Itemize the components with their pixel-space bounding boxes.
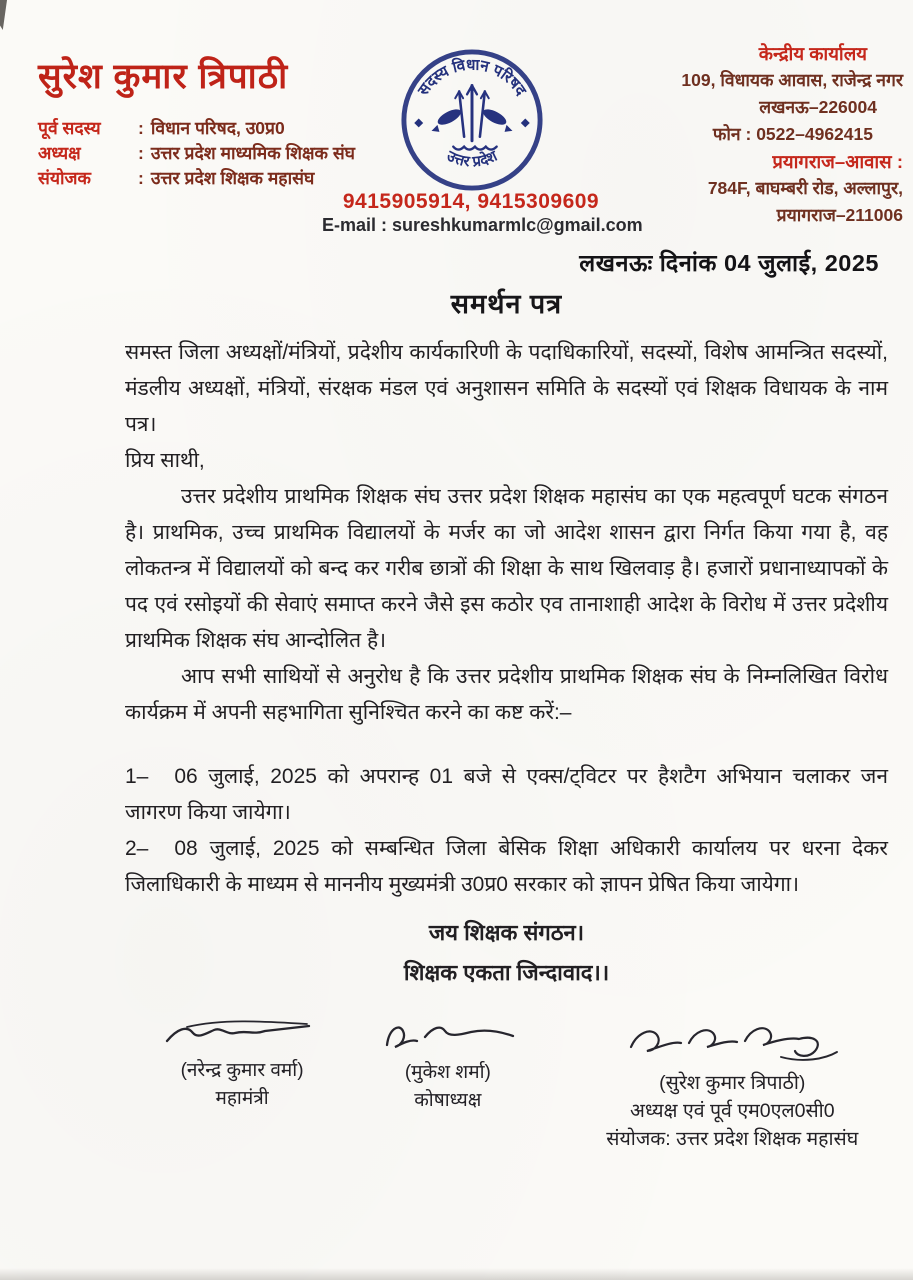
paragraph-2: आप सभी साथियों से अनुरोध है कि उत्तर प्रदेशीय प्राथमिक शिक्षक संघ के निम्नलिखित विरोध कार्यक्रम में अपनी सहभागिता सुनिश्चित करने का कष्ट करें:–: [125, 665, 888, 724]
signature-mark-icon: [157, 1015, 327, 1055]
designation-row: [38, 116, 368, 141]
salutation: प्रिय साथी,: [125, 449, 205, 472]
residence-address-line: प्रयागराज–211006: [776, 205, 903, 225]
residence-label: प्रयागराज–आवास :: [772, 151, 903, 172]
designation-value: उत्तर प्रदेश शिक्षक महासंघ: [150, 168, 315, 188]
scan-artifact: [0, 0, 7, 30]
designation-label: पूर्व सदस्य: [38, 118, 101, 138]
letterhead-right: [681, 40, 903, 229]
letter-body: [125, 284, 888, 1153]
phone-numbers: 9415905914, 9415309609: [342, 190, 600, 213]
signature-block-general-secretary: [135, 1015, 349, 1113]
designation-row: [38, 141, 368, 166]
separator: :: [138, 143, 144, 163]
email-line: E-mail : sureshkumarmlc@gmail.com: [322, 215, 643, 235]
seal-bottom-text: उत्तर प्रदेश: [443, 148, 500, 171]
office-address-line: 109, विधायक आवास, राजेन्द्र नगर: [681, 70, 903, 90]
paragraph-1: उत्तर प्रदेशीय प्राथमिक शिक्षक संघ उत्तर प्रदेश शिक्षक महासंघ का एक महत्वपूर्ण घटक संगठन है। प्राथमिक, उच्च प्राथमिक विद्यालयों के मर्जर का जो आदेश शासन द्वारा निर्गत किया गया है, वह लोकतन्त्र में विद्यालयों को बन्द कर गरीब छात्रों की शिक्षा के साथ खिलवाड़ है। हजारों प्रधानाध्यापकों के पद एवं रसोइयों की सेवाएं समाप्त करने जैसे इस कठोर एव तानाशाही आदेश के विरोध में उत्तर प्रदेशीय प्राथमिक शिक्षक संघ आन्दोलित है।: [125, 485, 888, 652]
slogan-line: शिक्षक एकता जिन्दावाद।।: [403, 960, 610, 985]
slogan-line: जय शिक्षक संगठन।: [428, 920, 585, 945]
signature-block-treasurer: [365, 1015, 530, 1115]
office-address-line: लखनऊ–226004: [759, 97, 877, 117]
program-item: [125, 759, 888, 831]
designation-value: उत्तर प्रदेश माध्यमिक शिक्षक संघ: [150, 143, 356, 163]
slogans: [125, 913, 888, 993]
signatory-name: (मुकेश शर्मा): [404, 1062, 491, 1083]
svg-text:उत्तर प्रदेश: [443, 148, 501, 171]
item-text: 08 जुलाई, 2025 को सम्बन्धित जिला बेसिक शिक्षा अधिकारी कार्यालय पर धरना देकर जिलाधिकारी के माध्यम से माननीय मुख्यमंत्री उ0प्र0 सरकार को ज्ञापन प्रेषित किया जायेगा।: [125, 837, 888, 896]
signature-mark-icon: [373, 1015, 523, 1057]
signatory-title: कोषाध्यक्ष: [414, 1090, 482, 1111]
central-office-label: केन्द्रीय कार्यालय: [758, 43, 867, 64]
signatory-name: (सुरेश कुमार त्रिपाठी): [659, 1072, 806, 1094]
scan-artifact: [0, 1268, 913, 1280]
item-number: 2–: [125, 837, 149, 860]
designation-row: [38, 166, 368, 191]
item-text: 06 जुलाई, 2025 को अपरान्ह 01 बजे से एक्स/ट्विटर पर हैशटैग अभियान चलाकर जन जागरण किया जायेगा।: [125, 765, 888, 824]
designation-label: अध्यक्ष: [38, 143, 81, 163]
signatory-title: महामंत्री: [215, 1088, 269, 1109]
state-emblem-icon: [432, 85, 513, 149]
designation-label: संयोजक: [38, 168, 91, 188]
legislative-council-seal-icon: [398, 46, 546, 199]
item-number: 1–: [125, 765, 149, 788]
designation-value: विधान परिषद, उ0प्र0: [150, 118, 285, 138]
separator: :: [138, 118, 144, 138]
seal-top-text: सदस्य विधान परिषद: [414, 56, 530, 99]
signature-row: [125, 1015, 888, 1153]
addressee-paragraph: समस्त जिला अध्यक्षों/मंत्रियों, प्रदेशीय कार्यकारिणी के पदाधिकारियों, सदस्यों, विशेष आमन्त्रित सदस्यों, मंडलीय अध्यक्षों, मंत्रियों, संरक्षक मंडल एवं अनुशासन समिति के सदस्यों एवं शिक्षक विधायक के नाम पत्र।: [125, 341, 888, 436]
dateline: लखनऊः दिनांक 04 जुलाई, 2025: [579, 250, 879, 276]
letter-title: समर्थन पत्र: [450, 289, 563, 319]
sender-designations: [38, 116, 368, 191]
signatory-name: (नरेन्द्र कुमार वर्मा): [180, 1060, 304, 1081]
residence-address-line: 784F, बाघम्बरी रोड, अल्लापुर,: [707, 178, 903, 198]
program-items: [125, 759, 888, 903]
office-phone-line: फोन : 0522–4962415: [712, 124, 873, 144]
signatory-title: संयोजक: उत्तर प्रदेश शिक्षक महासंघ: [606, 1128, 859, 1150]
program-item: [125, 831, 888, 903]
signature-block-president: [577, 1015, 888, 1153]
separator: :: [138, 168, 144, 188]
signature-mark-icon: [617, 1015, 847, 1067]
sender-name: सुरेश कुमार त्रिपाठी: [38, 57, 289, 96]
signatory-title: अध्यक्ष एवं पूर्व एम0एल0सी0: [630, 1100, 835, 1122]
letterhead-left: [38, 52, 368, 191]
